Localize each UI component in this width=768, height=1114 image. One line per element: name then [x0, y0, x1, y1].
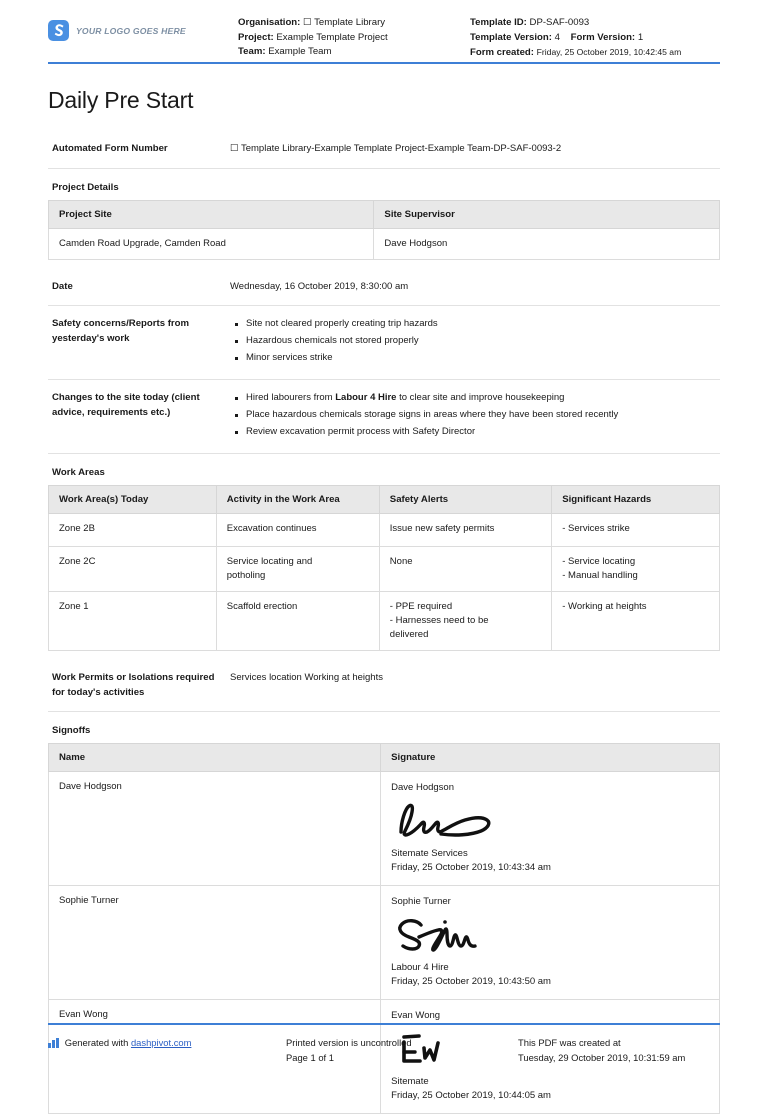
header-template-block	[470, 16, 720, 61]
date-label: Date	[52, 280, 73, 292]
company-logo-icon	[48, 20, 69, 41]
changes-today-list	[230, 391, 720, 440]
footer-generated-prefix: Generated with	[64, 1037, 131, 1048]
list-item: Site not cleared properly creating trip hazards	[246, 317, 720, 332]
header-team-label: Team:	[238, 46, 266, 58]
cell-line: None	[389, 556, 413, 567]
automated-form-number-label: Automated Form Number	[52, 143, 168, 154]
signature-timestamp: Friday, 25 October 2019, 10:44:05 am	[391, 1090, 551, 1101]
column-header-signature: Signature	[381, 744, 720, 772]
footer-created-block	[518, 1036, 720, 1065]
cell-line: Service locating and	[226, 556, 313, 567]
table-header-row	[49, 744, 720, 772]
item-text-pre: Place hazardous chemicals storage signs in areas where they have been stored recently	[246, 409, 619, 420]
signature-company: Labour 4 Hire	[391, 962, 449, 973]
table-row	[49, 228, 720, 259]
cell-signoff-name: Sophie Turner	[49, 886, 381, 1000]
work-areas-table	[48, 485, 720, 651]
cell-line: - Working at heights	[562, 601, 647, 612]
header-org-block	[238, 16, 470, 60]
chart-bars-icon	[48, 1038, 59, 1048]
footer-uncontrolled-text: Printed version is uncontrolled	[286, 1037, 412, 1048]
cell-safety-alerts	[379, 547, 551, 592]
signature-name: Dave Hodgson	[391, 782, 454, 793]
column-header-work-area: Work Area(s) Today	[49, 486, 217, 514]
header-organisation-value: ☐ Template Library	[303, 17, 386, 28]
column-header-project-site: Project Site	[49, 200, 374, 228]
header-template-id-label: Template ID:	[470, 17, 527, 28]
column-header-safety-alerts: Safety Alerts	[379, 486, 551, 514]
header-template-version-label: Template Version:	[470, 31, 552, 43]
cell-work-area: Zone 2B	[49, 514, 217, 547]
header-form-created-label: Form created:	[470, 47, 534, 59]
footer-generated-block	[48, 1036, 286, 1065]
list-item: Minor services strike	[246, 351, 720, 366]
header-form-created-value: Friday, 25 October 2019, 10:42:45 am	[536, 47, 682, 58]
table-row	[49, 592, 720, 651]
item-text-bold: Labour 4 Hire	[335, 392, 397, 403]
list-item	[246, 425, 720, 440]
signature-company: Sitemate	[391, 1076, 429, 1087]
header-project-label: Project:	[238, 31, 274, 43]
header-template-id-value: DP-SAF-0093	[529, 17, 590, 28]
item-text-post: to clear site and improve housekeeping	[396, 392, 565, 403]
column-header-activity: Activity in the Work Area	[216, 486, 379, 514]
cell-line: delivered	[389, 629, 429, 640]
table-row	[49, 772, 720, 886]
column-header-significant-hazards: Significant Hazards	[552, 486, 720, 514]
changes-today-value	[230, 391, 720, 442]
safety-concerns-list	[230, 317, 720, 366]
cell-significant-hazards	[552, 592, 720, 651]
list-item: Hazardous chemicals not stored properly	[246, 334, 720, 349]
cell-signature	[381, 772, 720, 886]
cell-line: Scaffold erection	[226, 601, 298, 612]
footer-page-number: Page 1 of 1	[286, 1051, 334, 1063]
cell-signoff-name: Dave Hodgson	[49, 772, 381, 886]
dashpivot-link[interactable]: dashpivot.com	[130, 1037, 192, 1048]
cell-safety-alerts	[379, 514, 551, 547]
header-project-line	[238, 31, 470, 46]
footer-generated-text	[65, 1036, 192, 1051]
section-label-signoffs: Signoffs	[52, 725, 91, 736]
header-form-version-label: Form Version:	[570, 31, 636, 43]
header-template-version-value: 4	[554, 31, 560, 43]
section-label-work-areas: Work Areas	[52, 467, 105, 478]
document-header	[48, 0, 720, 59]
changes-today-row	[48, 380, 720, 454]
cell-safety-alerts	[379, 592, 551, 651]
date-row	[48, 269, 720, 307]
header-form-created-line	[470, 45, 720, 61]
work-permits-label: Work Permits or Isolations required for today's activities	[52, 672, 215, 698]
column-header-name: Name	[49, 744, 381, 772]
automated-form-number-value: ☐ Template Library-Example Template Project-Example Team-DP-SAF-0093-2	[230, 143, 562, 154]
safety-concerns-label: Safety concerns/Reports from yesterday's work	[52, 318, 190, 344]
item-text-pre: Hired labourers from	[246, 392, 336, 403]
header-organisation-label: Organisation:	[238, 17, 301, 28]
header-project-value: Example Template Project	[276, 31, 388, 43]
date-value: Wednesday, 16 October 2019, 8:30:00 am	[230, 280, 409, 292]
cell-line: - Manual handling	[562, 570, 638, 581]
footer-created-label: This PDF was created at	[518, 1037, 621, 1048]
automated-form-number-row	[48, 131, 720, 169]
cell-line: Issue new safety permits	[389, 523, 495, 534]
cell-project-site: Camden Road Upgrade, Camden Road	[49, 228, 374, 259]
cell-line: - PPE required	[389, 601, 453, 612]
changes-today-label: Changes to the site today (client advice, requirements etc.)	[52, 392, 200, 418]
signature-name: Evan Wong	[391, 1010, 441, 1021]
footer-created-value: Tuesday, 29 October 2019, 10:31:59 am	[518, 1051, 686, 1063]
cell-activity	[216, 592, 379, 651]
page-title: Daily Pre Start	[48, 87, 194, 113]
header-team-line	[238, 45, 470, 60]
logo-block	[48, 16, 238, 41]
cell-significant-hazards	[552, 514, 720, 547]
table-row	[49, 547, 720, 592]
signature-timestamp: Friday, 25 October 2019, 10:43:34 am	[391, 862, 551, 873]
signature-image-sophie-turner	[393, 913, 709, 955]
table-header-row	[49, 200, 720, 228]
work-permits-row	[48, 660, 720, 712]
document-footer	[48, 1023, 720, 1065]
header-divider	[48, 62, 720, 64]
column-header-site-supervisor: Site Supervisor	[374, 200, 720, 228]
footer-page-block	[286, 1036, 518, 1065]
list-item	[246, 391, 720, 406]
item-text-pre: Review excavation permit process with Safety Director	[246, 426, 476, 437]
signature-company: Sitemate Services	[391, 848, 468, 859]
header-team-value: Example Team	[268, 46, 332, 58]
cell-line: - Services strike	[562, 523, 630, 534]
header-template-id-line	[470, 16, 720, 31]
signature-name: Sophie Turner	[391, 896, 451, 907]
cell-signature	[381, 886, 720, 1000]
table-row	[49, 886, 720, 1000]
table-header-row	[49, 486, 720, 514]
cell-line: potholing	[226, 570, 266, 581]
cell-site-supervisor: Dave Hodgson	[374, 228, 720, 259]
cell-line: - Service locating	[562, 556, 636, 567]
safety-concerns-row	[48, 306, 720, 380]
header-organisation-line	[238, 16, 470, 31]
header-version-line	[470, 31, 720, 46]
section-label-project-details: Project Details	[52, 181, 119, 193]
header-form-version-value: 1	[637, 31, 644, 43]
cell-significant-hazards	[552, 547, 720, 592]
cell-line: Excavation continues	[226, 523, 317, 534]
cell-activity	[216, 514, 379, 547]
list-item	[246, 408, 720, 423]
signature-timestamp: Friday, 25 October 2019, 10:43:50 am	[391, 976, 551, 987]
cell-work-area: Zone 2C	[49, 547, 217, 592]
project-details-table	[48, 200, 720, 260]
cell-signoff-name: Evan Wong	[49, 1000, 381, 1114]
signature-image-dave-hodgson	[393, 799, 709, 841]
cell-work-area: Zone 1	[49, 592, 217, 651]
table-row	[49, 514, 720, 547]
work-permits-value: Services location Working at heights	[230, 672, 383, 683]
cell-line: - Harnesses need to be	[389, 615, 489, 626]
safety-concerns-value	[230, 317, 720, 368]
logo-text: YOUR LOGO GOES HERE	[76, 25, 186, 36]
cell-activity	[216, 547, 379, 592]
